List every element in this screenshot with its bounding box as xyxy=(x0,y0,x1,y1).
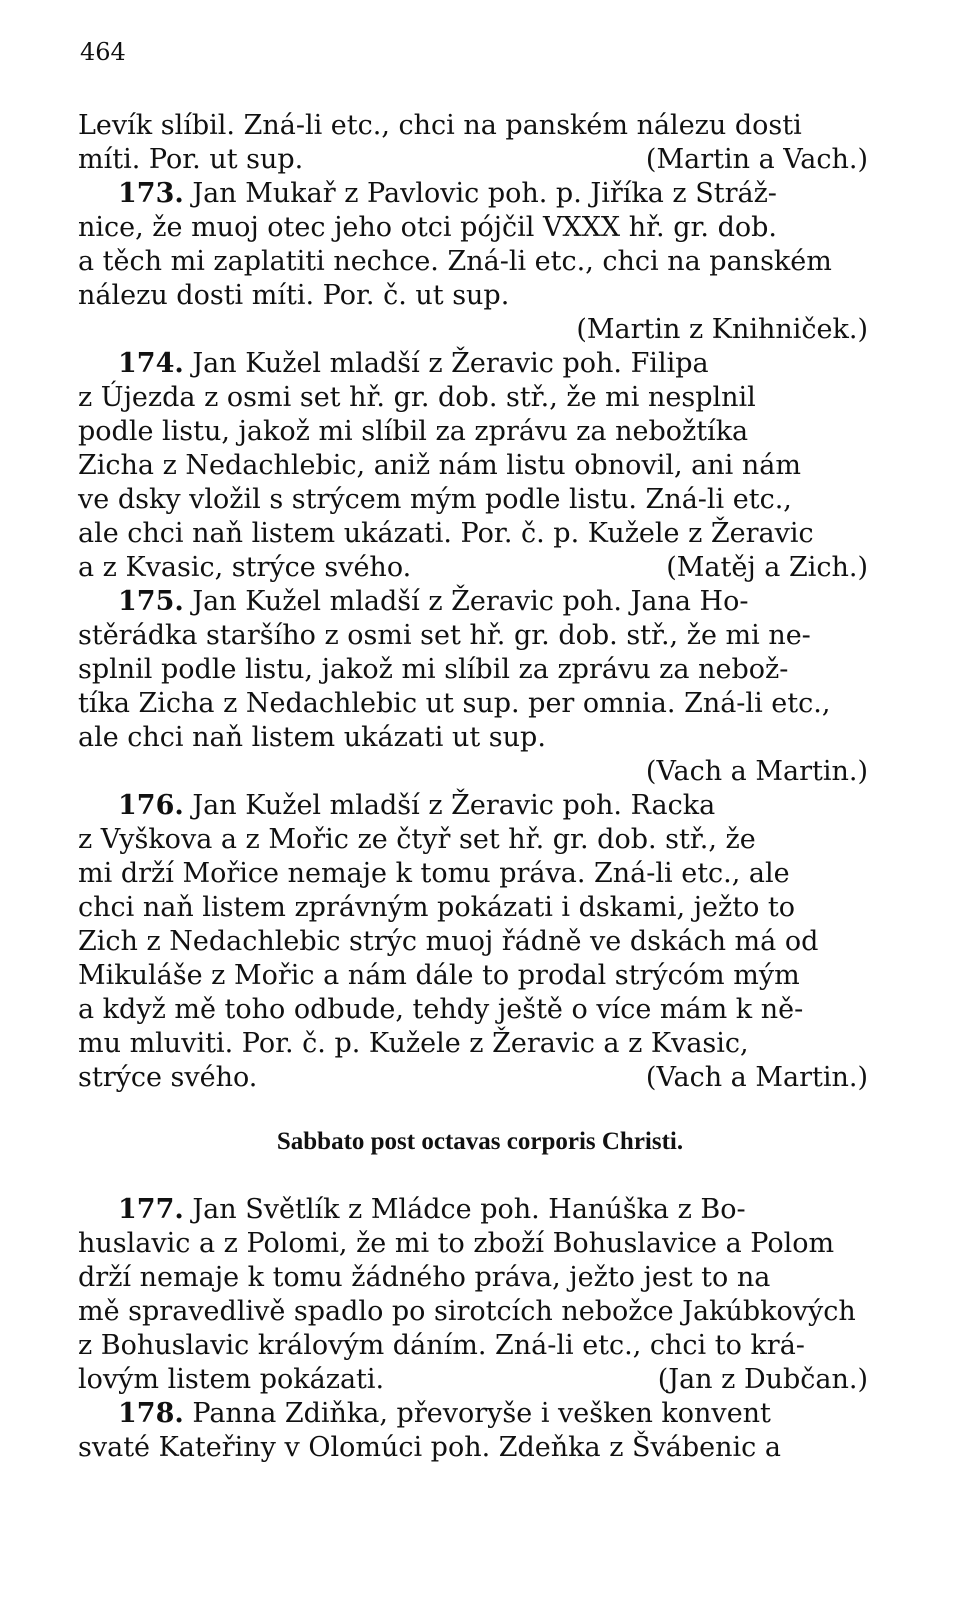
text-line: a z Kvasic, strýce svého. xyxy=(78,552,412,583)
text-line: strýce svého. xyxy=(78,1062,258,1093)
entry-number: 178. xyxy=(118,1398,184,1429)
text-line: Panna Zdiňka, převoryše i vešken konvent xyxy=(192,1398,771,1429)
entry-number: 176. xyxy=(118,790,184,821)
entry-signature: (Martin z Knihniček.) xyxy=(576,314,868,345)
text-line: Levík slíbil. Zná-li etc., chci na panském nálezu dosti xyxy=(78,110,802,141)
entry-signature: (Vach a Martin.) xyxy=(645,1062,868,1093)
text-line: Jan Mukař z Pavlovic poh. p. Jiříka z Stráž- xyxy=(192,178,777,209)
text-line: z Vyškova a z Mořic ze čtyř set hř. gr. dob. stř., že xyxy=(78,824,756,855)
page-number: 464 xyxy=(80,38,126,66)
text-line: mu mluviti. Por. č. p. Kužele z Žeravic a z Kvasic, xyxy=(78,1028,749,1059)
entry-number: 174. xyxy=(118,348,184,379)
entry-first-line xyxy=(118,1400,771,1427)
text-line: drží nemaje k tomu žádného práva, ježto jest to na xyxy=(78,1262,771,1293)
text-line: ve dsky vložil s strýcem mým podle listu. Zná-li etc., xyxy=(78,484,792,515)
text-line: chci naň listem zprávným pokázati i dskami, ježto to xyxy=(78,892,796,923)
text-line: a když mě toho odbude, tehdy ještě o více mám k ně- xyxy=(78,994,804,1025)
entry-signature: (Matěj a Zich.) xyxy=(666,552,868,583)
text-line: huslavic a z Polomi, že mi to zboží Bohuslavice a Polom xyxy=(78,1228,835,1259)
text-line: nálezu dosti míti. Por. č. ut sup. xyxy=(78,280,510,311)
text-line: Zich z Nedachlebic strýc muoj řádně ve dskách má od xyxy=(78,926,819,957)
text-line: tíka Zicha z Nedachlebic ut sup. per omnia. Zná-li etc., xyxy=(78,688,831,719)
text-line: lovým listem pokázati. xyxy=(78,1364,385,1395)
entry-number: 177. xyxy=(118,1194,184,1225)
text-line: ale chci naň listem ukázati. Por. č. p. Kužele z Žeravic xyxy=(78,518,814,549)
text-line: míti. Por. ut sup. xyxy=(78,144,304,175)
entry-first-line xyxy=(118,792,715,819)
text-line: svaté Kateřiny v Olomúci poh. Zdeňka z Švábenic a xyxy=(78,1432,781,1463)
entry-number: 175. xyxy=(118,586,184,617)
text-line: Mikuláše z Mořic a nám dále to prodal strýcóm mým xyxy=(78,960,800,991)
text-line: z Újezda z osmi set hř. gr. dob. stř., že mi nesplnil xyxy=(78,382,756,413)
entry-signature: (Jan z Dubčan.) xyxy=(657,1364,868,1395)
text-line: splnil podle listu, jakož mi slíbil za zprávu za nebož- xyxy=(78,654,789,685)
entry-first-line xyxy=(118,1196,746,1223)
section-heading: Sabbato post octavas corporis Christi. xyxy=(276,1128,684,1155)
entry-signature: (Martin a Vach.) xyxy=(645,144,868,175)
entry-signature: (Vach a Martin.) xyxy=(645,756,868,787)
text-line: z Bohuslavic královým dáním. Zná-li etc., chci to krá- xyxy=(78,1330,805,1361)
text-line: podle listu, jakož mi slíbil za zprávu za nebožtíka xyxy=(78,416,749,447)
entry-first-line xyxy=(118,350,709,377)
entry-first-line xyxy=(118,588,748,615)
text-line: a těch mi zaplatiti nechce. Zná-li etc., chci na panském xyxy=(78,246,832,277)
entry-first-line xyxy=(118,180,777,207)
text-line: stěrádka staršího z osmi set hř. gr. dob. stř., že mi ne- xyxy=(78,620,811,651)
text-line: mě spravedlivě spadlo po sirotcích nebožce Jakúbkových xyxy=(78,1296,856,1327)
text-line: Jan Kužel mladší z Žeravic poh. Filipa xyxy=(192,348,709,379)
text-line: Jan Světlík z Mládce poh. Hanúška z Bo- xyxy=(192,1194,746,1225)
text-line: Jan Kužel mladší z Žeravic poh. Jana Ho- xyxy=(192,586,749,617)
entry-number: 173. xyxy=(118,178,184,209)
text-line: mi drží Mořice nemaje k tomu práva. Zná-li etc., ale xyxy=(78,858,790,889)
text-line: Zicha z Nedachlebic, aniž nám listu obnovil, ani nám xyxy=(78,450,801,481)
text-line: ale chci naň listem ukázati ut sup. xyxy=(78,722,546,753)
text-line: nice, že muoj otec jeho otci pójčil VXXX hř. gr. dob. xyxy=(78,212,778,243)
text-line: Jan Kužel mladší z Žeravic poh. Racka xyxy=(192,790,716,821)
